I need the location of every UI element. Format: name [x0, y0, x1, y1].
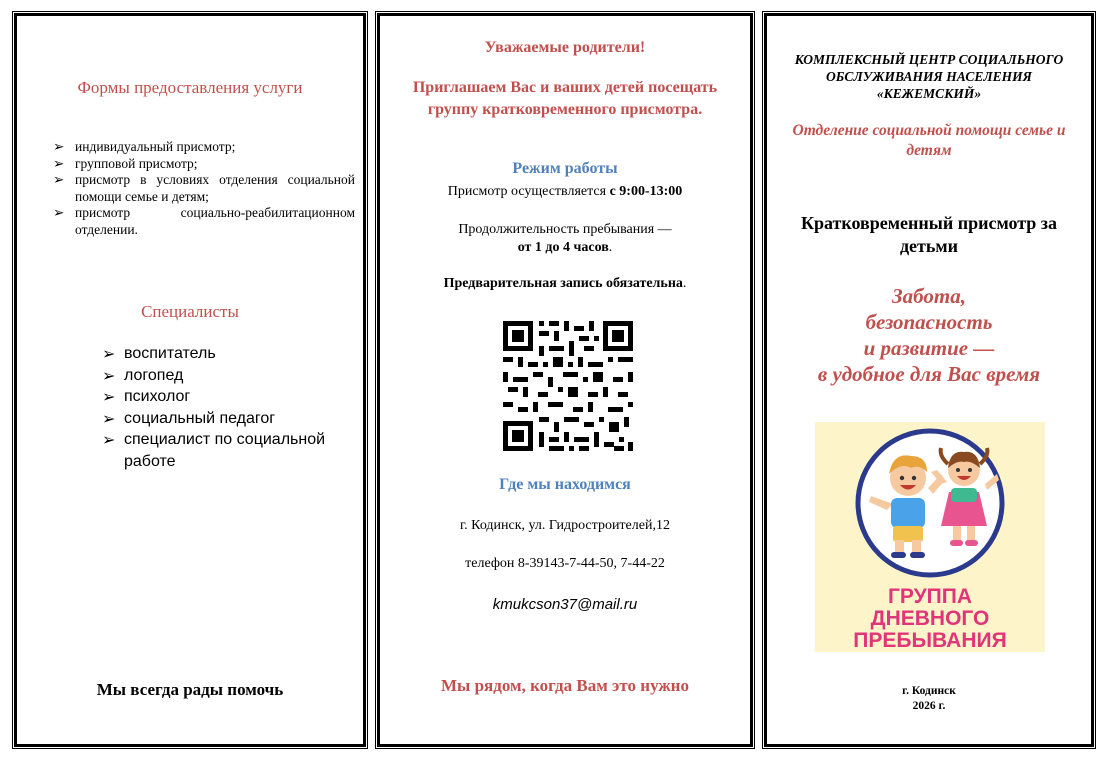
day-group-badge — [815, 422, 1045, 652]
slogan-line: в удобное для Вас время — [817, 362, 1041, 386]
year: 2026 г. — [912, 700, 946, 712]
specialists-list — [102, 343, 352, 472]
list-item: ➢ воспитатель — [102, 343, 352, 365]
list-item: ➢ индивидуальный присмотр; — [53, 139, 355, 156]
list-item: ➢ психолог — [102, 386, 352, 408]
booking-note: Предварительная запись обязательна — [443, 276, 683, 291]
list-item: ➢ социальный педагог — [102, 408, 352, 430]
city-year — [767, 684, 1091, 714]
children-illustration-icon — [853, 426, 1007, 580]
service-title: Кратковременный присмотр за детьми — [800, 213, 1058, 256]
badge-line: ПРЕБЫВАНИЯ — [853, 629, 1007, 652]
left-panel — [14, 13, 366, 747]
badge-line: ГРУППА — [887, 585, 973, 608]
slogan — [767, 283, 1091, 387]
forms-title: Формы предоставления услуги — [77, 78, 303, 97]
booking-line — [380, 276, 750, 292]
schedule-time: с 9:00-13:00 — [609, 184, 683, 199]
list-item: ➢ присмотр в условиях отделения социальной помощи семье и детям; — [53, 172, 355, 205]
location-title: Где мы находимся — [499, 476, 631, 493]
middle-footer: Мы рядом, когда Вам это нужно — [441, 676, 689, 695]
schedule-title: Режим работы — [512, 160, 618, 177]
slogan-line: и развитие — — [863, 336, 995, 360]
phone: телефон 8-39143-7-44-50, 7-44-22 — [465, 556, 665, 571]
badge-line: ДНЕВНОГО — [870, 607, 990, 630]
greeting: Уважаемые родители! — [484, 39, 646, 56]
slogan-line: Забота, — [892, 284, 966, 308]
duration-label: Продолжительность пребывания — — [458, 222, 672, 237]
slogan-line: безопасность — [865, 310, 993, 334]
department: Отделение социальной помощи семье и детям — [792, 122, 1066, 159]
duration-value: от 1 до 4 часов — [517, 240, 609, 255]
forms-list — [53, 139, 355, 238]
left-footer: Мы всегда рады помочь — [96, 680, 284, 699]
booking-suffix: . — [682, 276, 687, 291]
duration-suffix: . — [608, 240, 613, 255]
list-item: ➢ присмотр социально-реабилитационном отделении. — [53, 205, 355, 238]
city: г. Кодинск — [902, 685, 956, 697]
badge-text — [815, 586, 1045, 652]
right-panel — [764, 13, 1094, 747]
list-item: ➢ групповой присмотр; — [53, 156, 355, 173]
specialists-title: Специалисты — [141, 302, 239, 321]
org-name: КОМПЛЕКСНЫЙ ЦЕНТР СОЦИАЛЬНОГО ОБСЛУЖИВАНИЯ НАСЕЛЕНИЯ «КЕЖЕМСКИЙ» — [794, 52, 1064, 101]
qr-code-icon — [501, 319, 635, 453]
list-item: ➢ логопед — [102, 365, 352, 387]
address: г. Кодинск, ул. Гидростроителей,12 — [460, 518, 670, 533]
list-item: ➢ специалист по социальной работе — [102, 429, 352, 472]
middle-panel — [377, 13, 753, 747]
schedule-prefix: Присмотр осуществляется — [447, 184, 610, 199]
duration-block — [380, 221, 750, 257]
schedule-line — [380, 184, 750, 200]
email-link[interactable]: kmukcson37@mail.ru — [492, 596, 638, 613]
invite-text: Приглашаем Вас и ваших детей посещать группу кратковременного присмотра. — [412, 79, 718, 118]
